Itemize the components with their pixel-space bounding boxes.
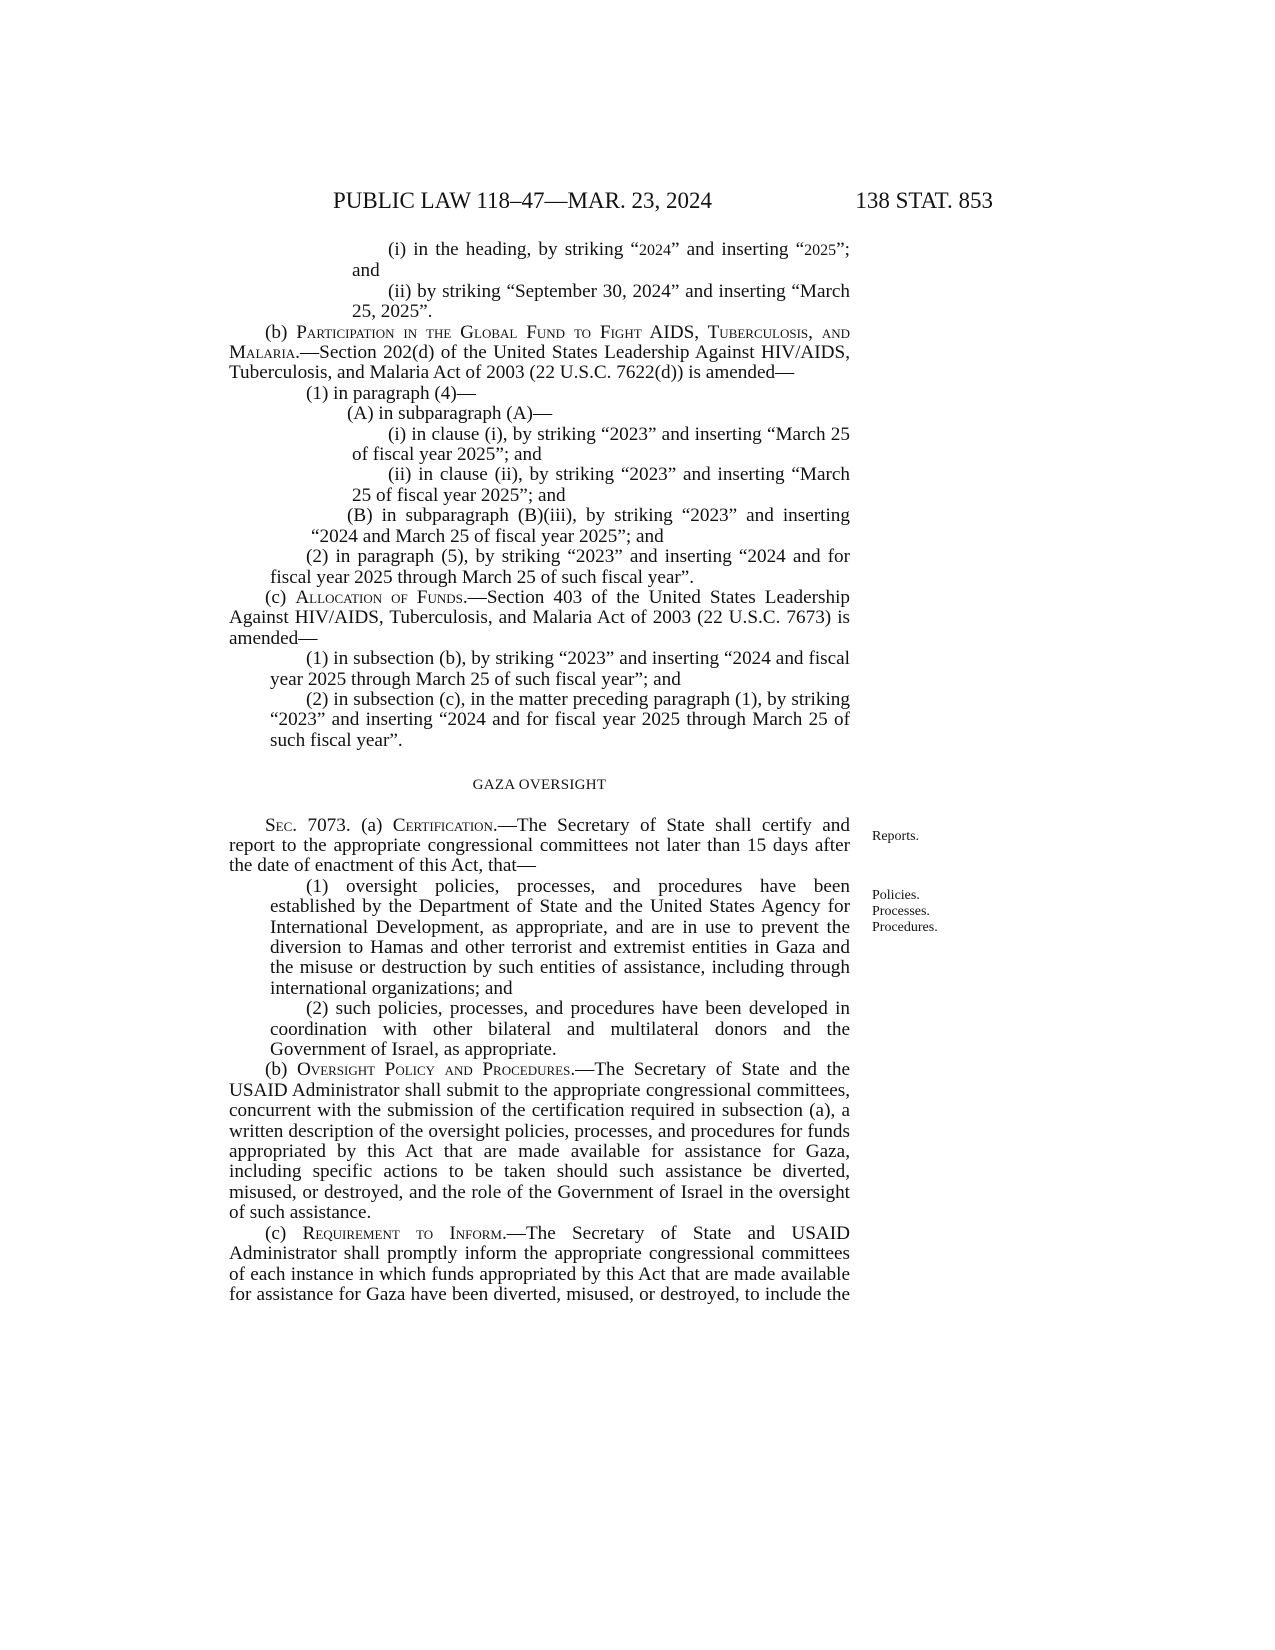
clause-i-heading	[229, 240, 850, 282]
year-small: 2024	[638, 242, 671, 259]
subparagraph-b1A: (A) in subparagraph (A)—	[347, 403, 553, 425]
subsection-heading: Oversight Policy and Procedures	[296, 1059, 571, 1081]
subsection-heading: Participation in the Global Fund to Fight AIDS, Tuberculosis, and Malaria	[229, 321, 851, 364]
paragraph-b1: (1) in paragraph (4)—	[306, 382, 476, 404]
margin-note-reports	[872, 829, 919, 845]
subsection-label: (b)	[265, 1059, 297, 1081]
subsection-text: .—The Secretary of State shall certify and report to the appropriate congressional committees not later than 15 days after the date of enactment of this Act, that—	[229, 814, 850, 877]
subsection-label: (a)	[350, 814, 393, 836]
subsection-label: (c)	[265, 586, 296, 608]
subparagraph-b1B: (B) in subparagraph (B)(iii), by striking “2023” and inserting “2024 and March 25 of fiscal year 2025”; and	[311, 505, 850, 547]
margin-note-text: Reports.	[872, 829, 920, 844]
clause-ii-september: (ii) by striking “September 30, 2024” and inserting “March 25, 2025”.	[352, 280, 850, 323]
margin-note-text: Processes.	[872, 904, 930, 919]
margin-note-text: Policies.	[872, 888, 920, 903]
section-label: Sec. 7073.	[265, 814, 351, 836]
paragraph-b2: (2) in paragraph (5), by striking “2023” and inserting “2024 and for fiscal year 2025 through March 25 of such fiscal year”.	[270, 546, 850, 588]
margin-note-policies	[872, 888, 938, 936]
page-body	[229, 240, 850, 1305]
paragraph-c1: (1) in subsection (b), by striking “2023” and inserting “2024 and fiscal year 2025 through March 25 of such fiscal year”; and	[270, 648, 850, 690]
section-7073-a	[229, 816, 850, 877]
subsection-text: .—Section 403 of the United States Leadership Against HIV/AIDS, Tuberculosis, and Malaria Act of 2003 (22 U.S.C. 7673) is amended—	[229, 586, 850, 649]
running-head	[333, 186, 993, 216]
clause-text: (i) in the heading, by striking “	[388, 239, 639, 260]
subsection-heading: Allocation of Funds	[295, 586, 463, 608]
margin-note-text: Procedures.	[872, 920, 938, 935]
paragraph-a2: (2) such policies, processes, and procedures have been developed in coordination with other bilateral and multilateral donors and the Government of Israel, as appropriate.	[270, 998, 850, 1061]
subsection-b-oversight	[229, 1060, 850, 1223]
year-small: 2025	[804, 242, 837, 259]
subsection-heading: Certification	[392, 814, 493, 836]
clause-b1Aii: (ii) in clause (ii), by striking “2023” and inserting “March 25 of fiscal year 2025”; and	[352, 464, 850, 506]
paragraph-a1: (1) oversight policies, processes, and procedures have been established by the Department of State and the United States Agency for International Development, as appropriate, and are in use to prevent the diversion to Hamas and other terrorist and extremist entities in Gaza and the misuse or destruction by such entities of assistance, including through international organizations; and	[270, 875, 850, 999]
subsection-text: .—Section 202(d) of the United States Leadership Against HIV/AIDS, Tuberculosis, and Malaria Act of 2003 (22 U.S.C. 7622(d)) is amended—	[229, 342, 850, 384]
subsection-c-allocation	[229, 588, 850, 649]
subsection-b-global-fund	[229, 323, 850, 384]
clause-text: ” and inserting “	[670, 239, 805, 260]
subsection-label: (b)	[265, 321, 297, 343]
clause-b1Ai: (i) in clause (i), by striking “2023” and inserting “March 25 of fiscal year 2025”; and	[352, 423, 850, 466]
paragraph-c2: (2) in subsection (c), in the matter preceding paragraph (1), by striking “2023” and inserting “2024 and for fiscal year 2025 through March 25 of such fiscal year”.	[270, 688, 850, 751]
section-title: GAZA OVERSIGHT	[472, 777, 607, 794]
clause-text: ”; and	[352, 239, 850, 282]
law-citation: PUBLIC LAW 118–47—MAR. 23, 2024	[333, 188, 712, 213]
page-stat-number: 138 STAT. 853	[855, 188, 993, 213]
subsection-c-inform	[229, 1224, 850, 1306]
subsection-text: .—The Secretary of State and the USAID Administrator shall submit to the appropriate congressional committees, concurrent with the submission of the certification required in subsection (a), a written description of the oversight policies, processes, and procedures for funds appropriated by this Act that are made available for assistance for Gaza, including specific actions to be taken should such assistance be diverted, misused, or destroyed, and the role of the Government of Israel in the oversight of such assistance.	[229, 1059, 850, 1224]
subsection-heading: Requirement to Inform	[302, 1222, 502, 1244]
subsection-label: (c)	[265, 1222, 303, 1244]
subsection-text: .—The Secretary of State and USAID Administrator shall promptly inform the appropriate congressional committees of each instance in which funds appropriated by this Act that are made available for assistance for Gaza have been diverted, misused, or destroyed, to include the	[229, 1222, 850, 1305]
